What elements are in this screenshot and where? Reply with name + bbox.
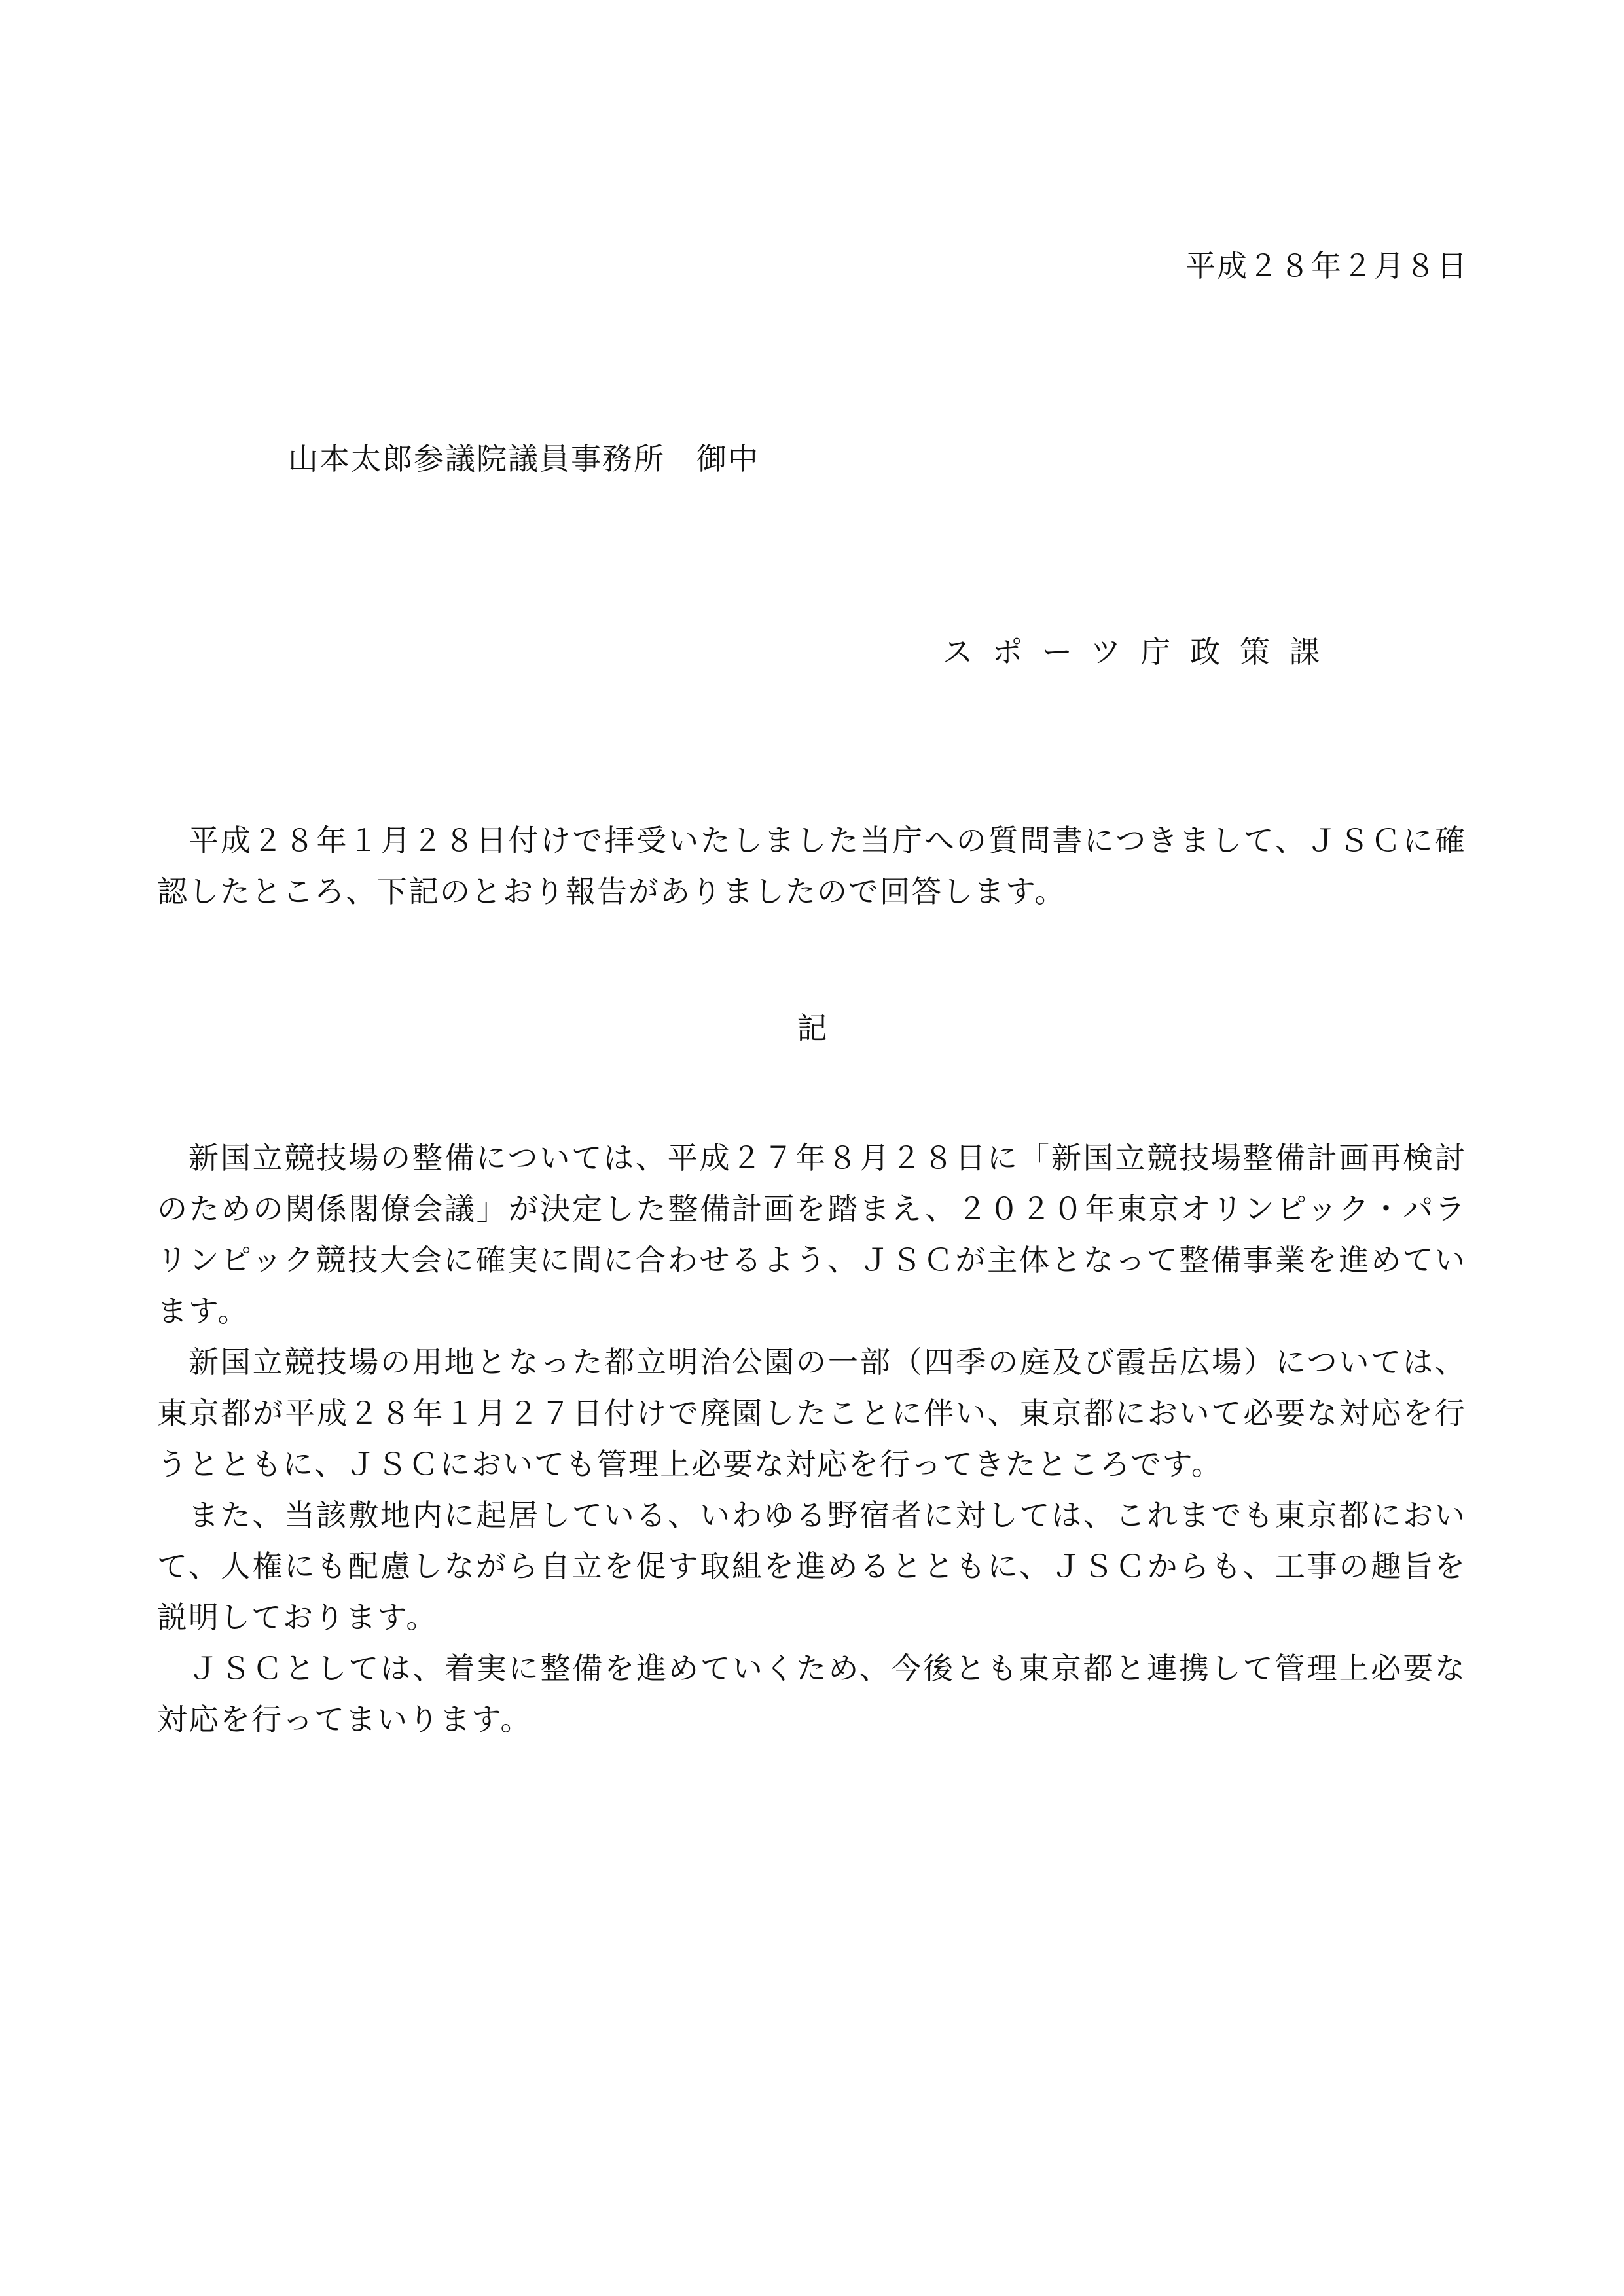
body-paragraph-3: また、当該敷地内に起居している、いわゆる野宿者に対しては、これまでも東京都において、人権にも配慮しながら自立を促す取組を進めるとともに、ＪＳＣからも、工事の趣旨を説明しております。: [157, 1498, 1467, 1635]
body-paragraph-1: 新国立競技場の整備については、平成２７年８月２８日に「新国立競技場整備計画再検討のための関係閣僚会議」が決定した整備計画を踏まえ、２０２０年東京オリンピック・パラリンピック競技大会に確実に間に合わせるよう、ＪＳＣが主体となって整備事業を進めています。: [157, 1140, 1466, 1329]
letter-body: [157, 1132, 1466, 1745]
body-paragraph-2: 新国立競技場の用地となった都立明治公園の一部（四季の庭及び霞岳広場）については、東京都が平成２８年１月２７日付けで廃園したことに伴い、東京都において必要な対応を行うとともに、ＪＳＣにおいても管理上必要な対応を行ってきたところです。: [157, 1344, 1466, 1482]
ki-heading: 記: [797, 1011, 827, 1046]
body-paragraph-4: ＪＳＣとしては、着実に整備を進めていくため、今後とも東京都と連携して管理上必要な対応を行ってまいります。: [157, 1651, 1466, 1737]
letter-addressee: 山本太郎参議院議員事務所 御中: [288, 441, 759, 476]
letter-sender: スポーツ庁政策課: [943, 634, 1340, 670]
letter-date: 平成２８年２月８日: [1185, 248, 1468, 283]
intro-paragraph: [157, 815, 1466, 917]
intro-text: 平成２８年１月２８日付けで拝受いたしました当庁への質問書につきまして、ＪＳＣに確認したところ、下記のとおり報告がありましたので回答します。: [157, 823, 1466, 909]
